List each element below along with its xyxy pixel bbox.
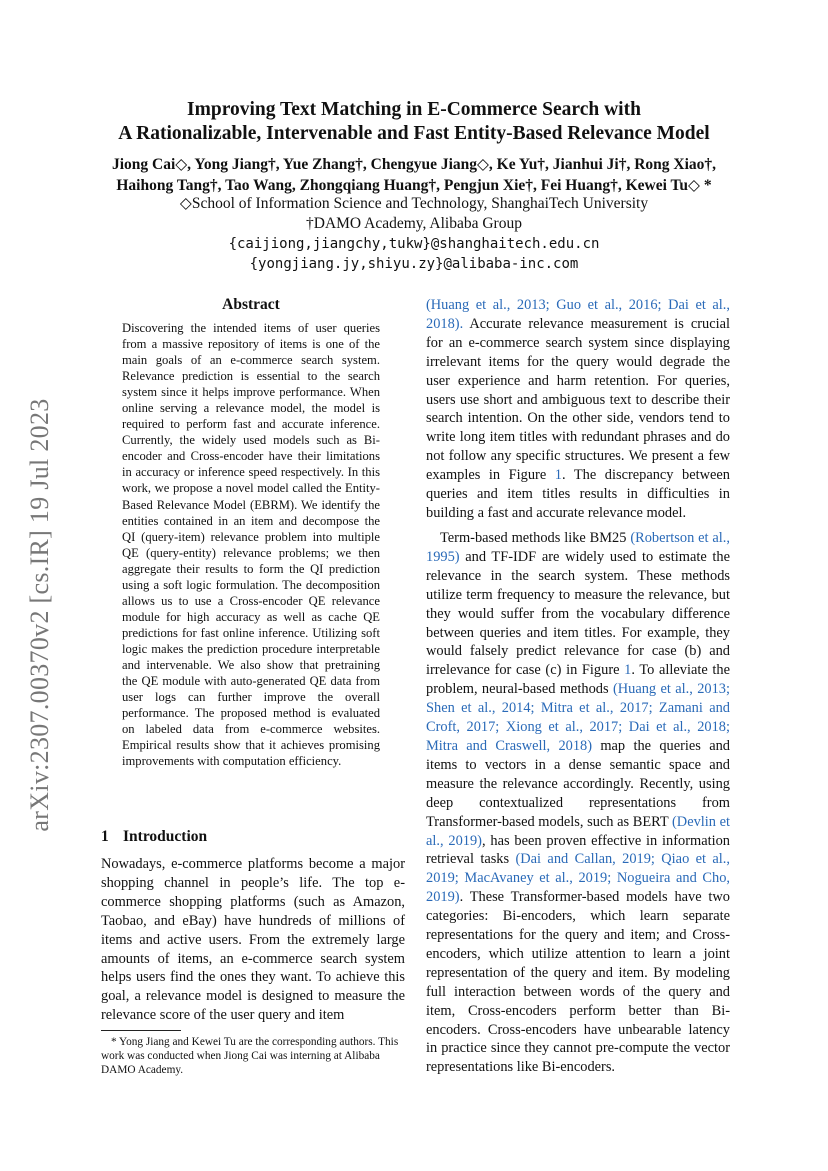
authors-line-1: Jiong Cai◇, Yong Jiang†, Yue Zhang†, Chengyue Jiang◇, Ke Yu†, Jianhui Ji†, Rong Xiao†, <box>111 156 717 173</box>
footnote-divider <box>101 1030 181 1031</box>
email-line-1: {caijiong,jiangchy,tukw}@shanghaitech.edu.cn <box>228 236 600 252</box>
paragraph-text: . To alleviate the problem, neural-based methods <box>426 662 730 698</box>
paragraph-text: , has been proven effective in information retrieval tasks <box>426 832 730 868</box>
arxiv-sidebar <box>18 380 62 850</box>
section-number: 1 <box>101 828 109 845</box>
paragraph-text: and TF-IDF are widely used to estimate the relevance in the search system. These methods utilize term frequency to measure the relevance, but they would suffer from the vocabulary difference between queries and item titles. For example, they would falsely predict relevance for case (b) and irrelevance for case (c) in Figure <box>426 548 730 679</box>
paragraph-text: Term-based methods like BM25 <box>440 530 631 546</box>
paper-title-line-2: A Rationalizable, Intervenable and Fast Entity-Based Relevance Model <box>118 123 710 144</box>
paragraph-text: Accurate relevance measurement is crucial for an e-commerce search system since displaying irrelevant items for the query would degrade the user experience and harm retention. For queries, users use short and ambiguous text to describe their search intention. On the other side, vendors tend to write long item titles with redundant phrases and do not follow any specific structures. We present a few examples in Figure <box>426 315 730 484</box>
authors-line-2: Haihong Tang†, Tao Wang, Zhongqiang Huang†, Pengjun Xie†, Fei Huang†, Kewei Tu◇ * <box>116 177 712 194</box>
email-line-2: {yongjiang.jy,shiyu.zy}@alibaba-inc.com <box>249 256 579 272</box>
paper-title-line-1: Improving Text Matching in E-Commerce Search with <box>187 99 641 120</box>
section-title: Introduction <box>123 828 208 845</box>
paragraph-text: . These Transformer-based models have two categories: Bi-encoders, which learn separate representations for the query and item; and Cross-encoders, which utilize attention to learn a joint representation of the query and item. By modeling full interaction between words of the query and item, Cross-encoders perform better than Bi-encoders. Cross-encoders have unbearable latency in practice since they cannot pre-compute the vector representations like Bi-encoders. <box>426 889 730 1076</box>
affiliation-shanghaitech: ◇School of Information Science and Technology, ShanghaiTech University <box>179 195 649 212</box>
footnote-text: * Yong Jiang and Kewei Tu are the corresponding authors. This work was conducted when Jiong Cai was interning at Alibaba DAMO Academy. <box>101 1036 399 1076</box>
citation-link[interactable]: (Huang et al., 2013; Guo et al., 2016; Dai et al., 2018). <box>426 297 730 332</box>
abstract-text: Discovering the intended items of user queries from a massive repository of items is one of the main goals of an e-commerce search system. Relevance prediction is essential to the search system since it helps improve performance. When online serving a relevance model, the model is required to perform fast and accurate inference. Currently, the widely used models such as Bi-encoder and Cross-encoder have their limitations in accuracy or inference speed respectively. In this work, we propose a novel model called the Entity-Based Relevance Model (EBRM). We identify the entities contained in an item and decompose the QI (query-item) relevance problem into multiple QE (query-entity) relevance problems; we then aggregate their results to form the QI prediction using a soft logic formulation. The decomposition allows us to use a Cross-encoder QE relevance module for high accuracy as well as cache QE predictions for fast online inference. Utilizing soft logic makes the prediction procedure interpretable and intervenable. We also show that pretraining the QE module with auto-generated QE data from user logs can further improve the overall performance. The proposed method is evaluated on labeled data from e-commerce websites. Empirical results show that it achieves promising improvements with computation efficiency. <box>122 321 380 769</box>
figure-link[interactable]: 1 <box>554 467 562 484</box>
citation-link[interactable]: (Devlin et al., 2019) <box>426 813 730 849</box>
arxiv-identifier: arXiv:2307.00370v2 [cs.IR] 19 Jul 2023 <box>25 398 54 832</box>
citation-link[interactable]: (Robertson et al., 1995) <box>426 530 730 565</box>
affiliation-damo: †DAMO Academy, Alibaba Group <box>306 215 522 232</box>
figure-link[interactable]: 1 <box>624 662 632 679</box>
intro-paragraph: Nowadays, e-commerce platforms become a major shopping channel in people’s life. The top e-commerce shopping platforms (such as Amazon, Taobao, and eBay) have hundreds of millions of items and active users. From the extremely large amounts of items, an e-commerce search system helps users find the ones they want. To achieve this goal, a relevance model is designed to measure the relevance score of the user query and item <box>101 856 405 1024</box>
citation-link[interactable]: (Huang et al., 2013; Shen et al., 2014; Mitra et al., 2017; Zamani and Croft, 2017; Xiong et al., 2017; Dai et al., 2018; Mitra and Craswell, 2018) <box>426 681 730 754</box>
paragraph-text: . The discrepancy between queries and item titles results in difficulties in building a fast and accurate relevance model. <box>426 467 730 521</box>
abstract-heading: Abstract <box>222 296 280 313</box>
right-column-paragraph-1 <box>426 296 730 523</box>
section-heading-introduction <box>101 828 207 846</box>
citation-link[interactable]: (Dai and Callan, 2019; Qiao et al., 2019; MacAvaney et al., 2019; Nogueira and Cho, 2019) <box>426 851 730 906</box>
paragraph-text: map the queries and items to vectors in a dense semantic space and measure the relevance accordingly. Recently, using deep contextualized representations from Transformer-based models, such as BERT <box>426 737 730 830</box>
right-column-paragraph-2 <box>426 529 730 1077</box>
